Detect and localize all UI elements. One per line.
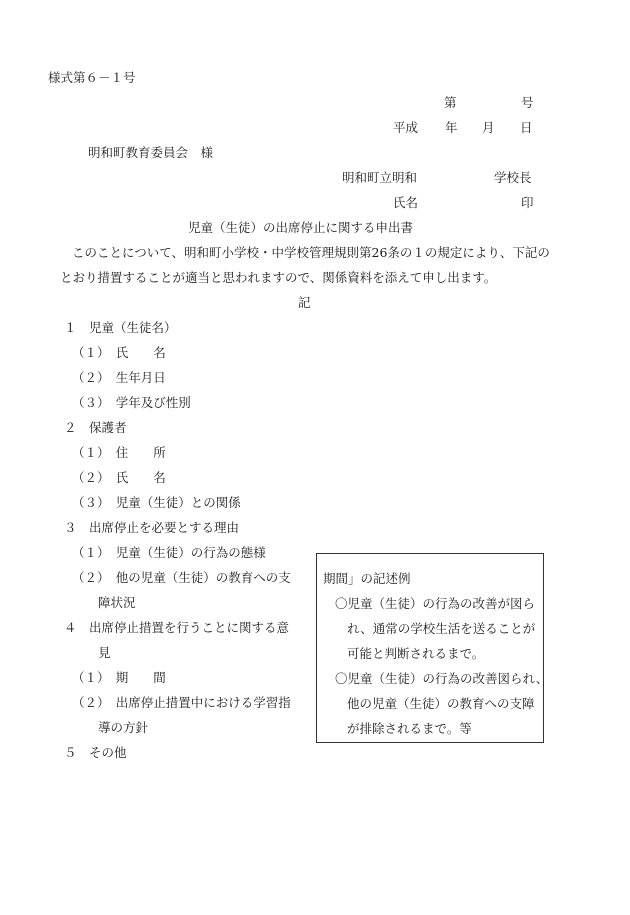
example-box-title: 期間」の記述例 — [323, 571, 411, 586]
example-1-line-2: れ、通常の学校生活を送ることが — [347, 621, 536, 636]
section-4: ４ 出席停止措置を行うことに関する意 — [64, 620, 290, 635]
section-4-1: （１） 期 間 — [72, 670, 166, 685]
section-5: ５ その他 — [64, 745, 127, 760]
example-1-line-1: 〇児童（生徒）の行為の改善が図ら — [335, 596, 536, 611]
example-1-line-3: 可能と判断されるまで。 — [347, 646, 485, 661]
name-label: 氏名 — [393, 195, 419, 210]
form-number: 様式第６－１号 — [48, 70, 136, 85]
example-2-line-1: 〇児童（生徒）の行為の改善図られ、 — [335, 671, 549, 686]
section-3-2: （２） 他の児童（生徒）の教育への支 — [72, 570, 291, 585]
section-3-1: （１） 児童（生徒）の行為の態様 — [72, 545, 266, 560]
section-4-cont: 見 — [98, 645, 111, 660]
school-name: 明和町立明和 — [342, 170, 418, 185]
section-4-2-cont: 導の方針 — [98, 720, 149, 735]
section-3: ３ 出席停止を必要とする理由 — [64, 520, 240, 535]
section-1: １ 児童（生徒名） — [64, 320, 177, 335]
section-3-2-cont: 障状況 — [98, 595, 136, 610]
section-1-2: （２） 生年月日 — [72, 370, 166, 385]
principal-title: 学校長 — [494, 170, 532, 185]
addressee: 明和町教育委員会 様 — [88, 145, 214, 160]
section-4-2: （２） 出席停止措置中における学習指 — [72, 695, 291, 710]
example-2-line-2: 他の児童（生徒）の教育への支障 — [347, 696, 535, 711]
intro-line-2: とおり措置することが適当と思われますので、関係資料を添えて申し出ます。 — [60, 270, 497, 285]
section-2-3: （３） 児童（生徒）との関係 — [72, 495, 241, 510]
section-1-1: （１） 氏 名 — [72, 345, 166, 360]
intro-line-1: このことについて、明和町小学校・中学校管理規則第26条の１の規定により、下記の — [72, 245, 550, 260]
date-year: 年 — [445, 120, 458, 135]
section-2: ２ 保護者 — [64, 420, 127, 435]
date-era: 平成 — [393, 120, 419, 135]
doc-number-dai: 第 — [444, 95, 457, 110]
section-2-2: （２） 氏 名 — [72, 470, 166, 485]
ki-heading: 記 — [298, 295, 311, 310]
document-title: 児童（生徒）の出席停止に関する申出書 — [188, 220, 414, 235]
date-day: 日 — [520, 120, 533, 135]
section-1-3: （３） 学年及び性別 — [72, 395, 191, 410]
section-2-1: （１） 住 所 — [72, 445, 166, 460]
example-2-line-3: が排除されるまで。等 — [347, 721, 472, 736]
seal-label: 印 — [521, 195, 534, 210]
example-box — [316, 553, 549, 743]
doc-number-go: 号 — [521, 95, 534, 110]
date-month: 月 — [482, 120, 495, 135]
